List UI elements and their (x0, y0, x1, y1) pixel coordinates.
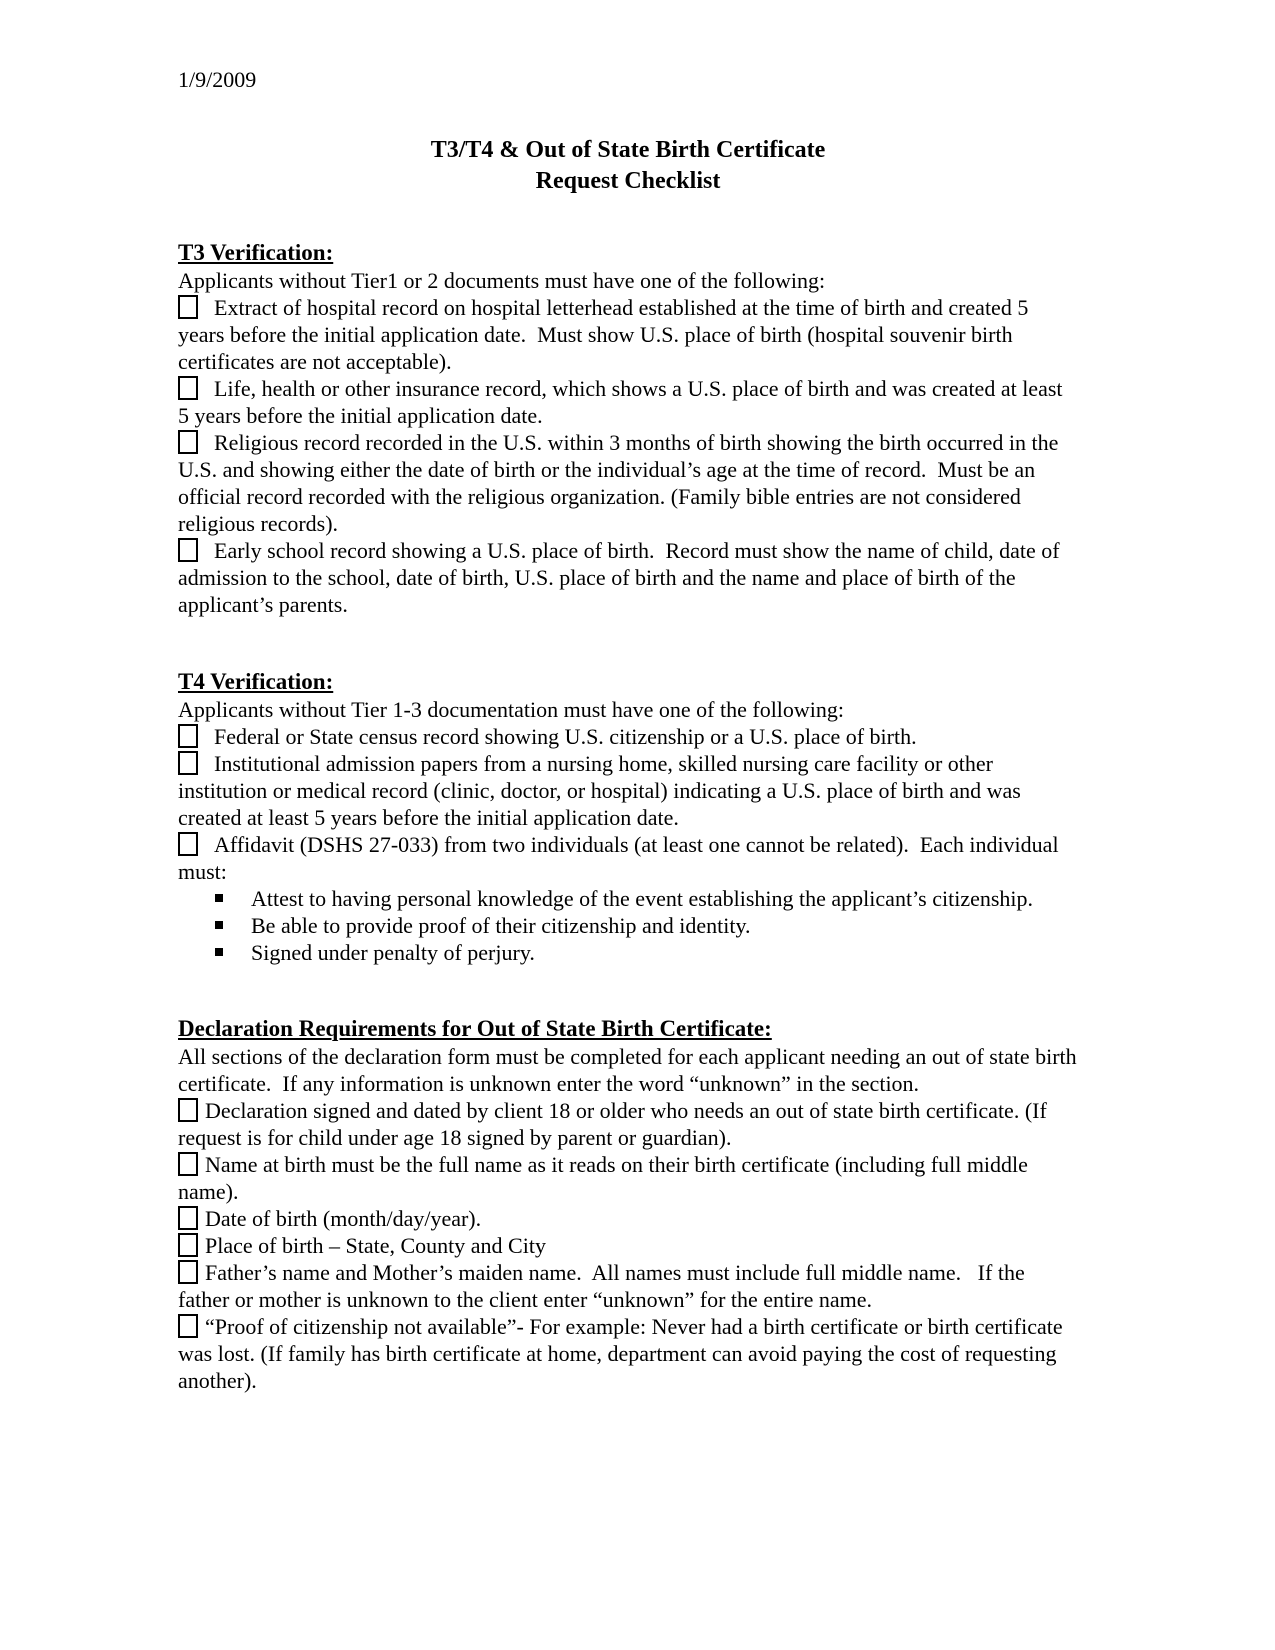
checkbox-icon (178, 1152, 198, 1176)
document-title-line1: T3/T4 & Out of State Birth Certificate (430, 137, 826, 163)
square-bullet-icon (215, 948, 223, 956)
checklist-item-text: Affidavit (DSHS 27-033) from two individuals (at least one cannot be related). Each individual must: (178, 832, 1065, 884)
checklist-item-date-of-birth (178, 1205, 1078, 1232)
checkbox-icon (178, 1098, 198, 1122)
checklist-item-text: Declaration signed and dated by client 18 or older who needs an out of state birth certificate. (If request is for child under age 18 signed by parent or guardian). (178, 1098, 1053, 1150)
checklist-item-hospital-record (178, 294, 1078, 375)
document-date: 1/9/2009 (178, 67, 257, 92)
section-t3-verification (178, 239, 1078, 618)
checklist-item-institutional-papers (178, 750, 1078, 831)
checklist-item-religious-record (178, 429, 1078, 537)
checklist-item-text: Early school record showing a U.S. place of birth. Record must show the name of child, date of admission to the school, date of birth, U.S. place of birth and the name and place of birth of the applicant’s parents. (178, 538, 1066, 617)
bullet-item-proof (178, 912, 1078, 939)
checklist-item-text: Federal or State census record showing U.S. citizenship or a U.S. place of birth. (214, 724, 917, 749)
section-intro-t3: Applicants without Tier1 or 2 documents must have one of the following: (178, 268, 826, 293)
bullet-item-text: Be able to provide proof of their citizenship and identity. (251, 913, 751, 938)
checklist-item-name-at-birth (178, 1151, 1078, 1205)
checkbox-icon (178, 376, 198, 400)
checkbox-icon (178, 724, 198, 748)
square-bullet-icon (215, 894, 223, 902)
checklist-item-census-record (178, 723, 1078, 750)
checkbox-icon (178, 1260, 198, 1284)
document-title (178, 135, 1078, 197)
checkbox-icon (178, 1314, 198, 1338)
checklist-item-place-of-birth (178, 1232, 1078, 1259)
checklist-item-insurance-record (178, 375, 1078, 429)
bullet-item-text: Signed under penalty of perjury. (251, 940, 535, 965)
checklist-item-parents-names (178, 1259, 1078, 1313)
checkbox-icon (178, 1206, 198, 1230)
checklist-item-proof-not-available (178, 1313, 1078, 1394)
checklist-item-text: Father’s name and Mother’s maiden name. All names must include full middle name. If the father or mother is unknown to the client enter “unknown” for the entire name. (178, 1260, 1031, 1312)
checkbox-icon (178, 832, 198, 856)
section-intro-declaration: All sections of the declaration form must be completed for each applicant needing an out of state birth certificate. If any information is unknown enter the word “unknown” in the section. (178, 1044, 1083, 1096)
section-heading-t3: T3 Verification: (178, 240, 334, 265)
checklist-item-declaration-signed (178, 1097, 1078, 1151)
checklist-item-text: Date of birth (month/day/year). (205, 1206, 482, 1231)
checkbox-icon (178, 538, 198, 562)
checkbox-icon (178, 295, 198, 319)
checklist-item-text: Life, health or other insurance record, which shows a U.S. place of birth and was created at least 5 years before the initial application date. (178, 376, 1069, 428)
checklist-item-text: Extract of hospital record on hospital letterhead established at the time of birth and created 5 years before the initial application date. Must show U.S. place of birth (hospital souvenir birth certificates are not acceptable). (178, 295, 1034, 374)
section-declaration-requirements (178, 1015, 1083, 1394)
bullet-item-text: Attest to having personal knowledge of the event establishing the applicant’s citizenship. (251, 886, 1034, 911)
checklist-item-text: Name at birth must be the full name as it reads on their birth certificate (including full middle name). (178, 1152, 1034, 1204)
checklist-item-text: Institutional admission papers from a nursing home, skilled nursing care facility or other institution or medical record (clinic, doctor, or hospital) indicating a U.S. place of birth and was created at least 5 years before the initial application date. (178, 751, 1027, 830)
checklist-item-affidavit (178, 831, 1078, 885)
bullet-item-attest (178, 885, 1078, 912)
checkbox-icon (178, 751, 198, 775)
section-t4-verification (178, 668, 1078, 966)
checklist-item-text: Place of birth – State, County and City (205, 1233, 546, 1258)
checklist-item-text: “Proof of citizenship not available”- For example: Never had a birth certificate or birth certificate was lost. (If family has birth certificate at home, department can avoid paying the cost of requesting another). (178, 1314, 1069, 1393)
checklist-item-school-record (178, 537, 1078, 618)
checklist-item-text: Religious record recorded in the U.S. within 3 months of birth showing the birth occurred in the U.S. and showing either the date of birth or the individual’s age at the time of record. Must be an official record recorded with the religious organization. (Family bible entries are not considered religious records). (178, 430, 1064, 536)
section-heading-declaration: Declaration Requirements for Out of State Birth Certificate: (178, 1016, 772, 1041)
checkbox-icon (178, 1233, 198, 1257)
document-title-line2: Request Checklist (535, 168, 721, 194)
section-intro-t4: Applicants without Tier 1-3 documentation must have one of the following: (178, 697, 845, 722)
section-heading-t4: T4 Verification: (178, 669, 334, 694)
checkbox-icon (178, 430, 198, 454)
square-bullet-icon (215, 921, 223, 929)
bullet-item-signed (178, 939, 1078, 966)
